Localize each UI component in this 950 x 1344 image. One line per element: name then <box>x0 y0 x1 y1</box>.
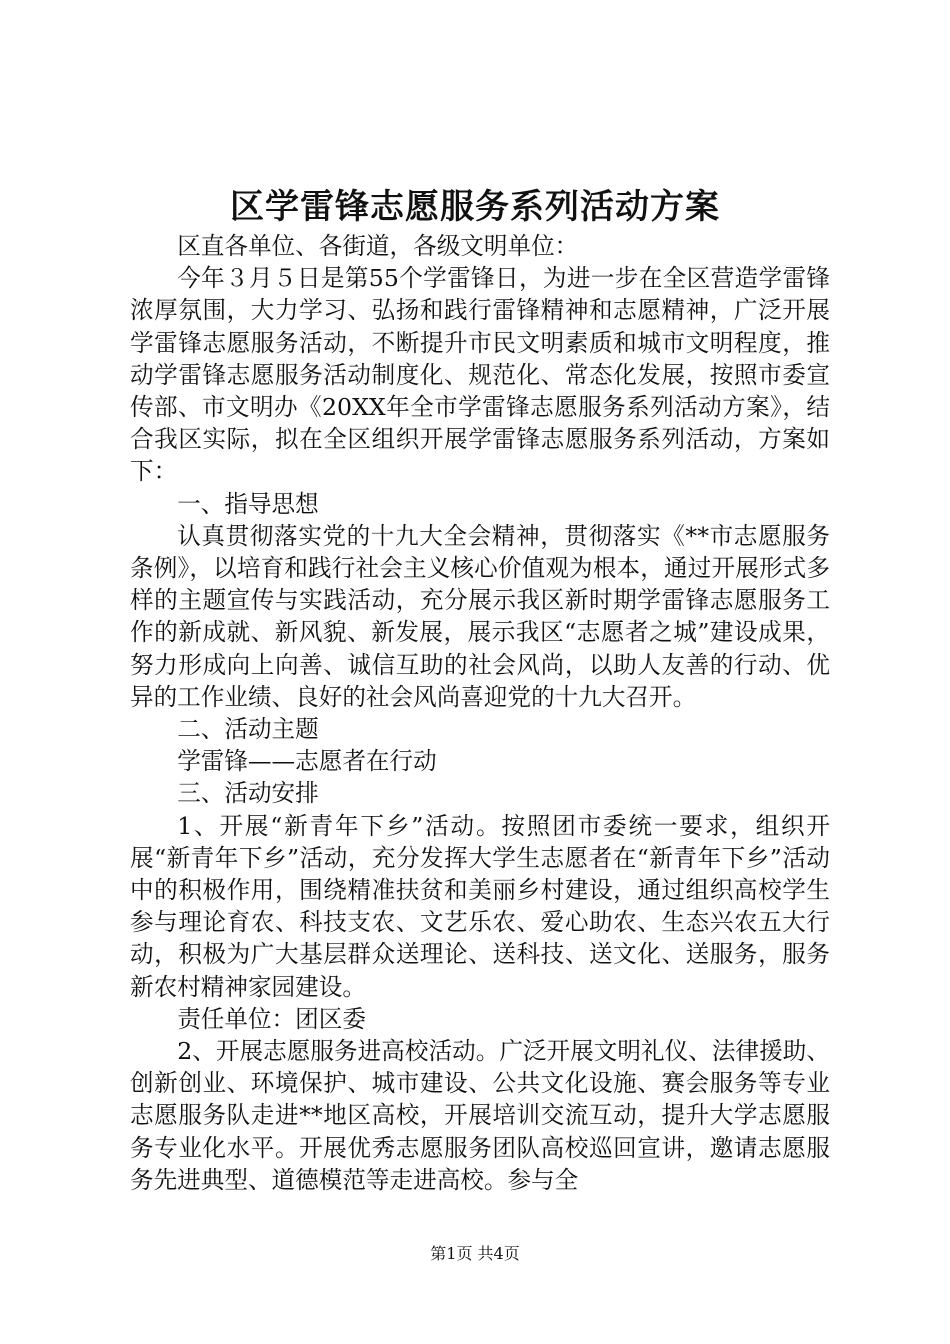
paragraph-arrangement-1: 1、开展“新青年下乡”活动。按照团市委统一要求，组织开展“新青年下乡”活动，充分发挥大学生志愿者在“新青年下乡”活动中的积极作用，围绕精准扶贫和美丽乡村建设，通过组织高校学生参与理论育农、科技支农、文艺乐农、爱心助农、生态兴农五大行动，积极为广大基层群众送理论、送科技、送文化、送服务，服务新农村精神家园建设。 <box>130 811 830 1001</box>
section-heading-activity-arrangement: 三、活动安排 <box>177 779 319 808</box>
section-heading-guiding-ideology: 一、指导思想 <box>177 489 319 518</box>
page-number: 第1页 共4页 <box>430 1244 520 1263</box>
document-body <box>130 230 830 1196</box>
paragraph-responsible-unit-1: 责任单位：团区委 <box>177 1004 366 1033</box>
paragraph-arrangement-2: 2、开展志愿服务进高校活动。广泛开展文明礼仪、法律援助、创新创业、环境保护、城市建设、公共文化设施、赛会服务等专业志愿服务队走进**地区高校，开展培训交流互动，提升大学志愿服务专业化水平。开展优秀志愿服务团队高校巡回宣讲，邀请志愿服务先进典型、道德模范等走进高校。参与全 <box>130 1037 830 1194</box>
section-heading-activity-theme: 二、活动主题 <box>177 715 319 744</box>
paragraph-salutation: 区直各单位、各街道，各级文明单位： <box>177 232 579 260</box>
paragraph-guiding-ideology: 认真贯彻落实党的十九大全会精神，贯彻落实《**市志愿服务条例》，以培育和践行社会主义核心价值观为根本，通过开展形式多样的主题宣传与实践活动，充分展示我区新时期学雷锋志愿服务工作的新成就、新风貌、新发展，展示我区“志愿者之城”建设成果，努力形成向上向善、诚信互助的社会风尚，以助人友善的行动、优异的工作业绩、良好的社会风尚喜迎党的十九大召开。 <box>130 521 830 711</box>
paragraph-intro: 今年３月５日是第55个学雷锋日，为进一步在全区营造学雷锋浓厚氛围，大力学习、弘扬和践行雷锋精神和志愿精神，广泛开展学雷锋志愿服务活动，不断提升市民文明素质和城市文明程度，推动学雷锋志愿服务活动制度化、规范化、常态化发展，按照市委宣传部、市文明办《20XX年全市学雷锋志愿服务系列活动方案》，结合我区实际，拟在全区组织开展学雷锋志愿服务系列活动，方案如下： <box>130 264 830 486</box>
paragraph-activity-theme: 学雷锋——志愿者在行动 <box>177 747 437 776</box>
document-title: 区学雷锋志愿服务系列活动方案 <box>230 187 720 227</box>
